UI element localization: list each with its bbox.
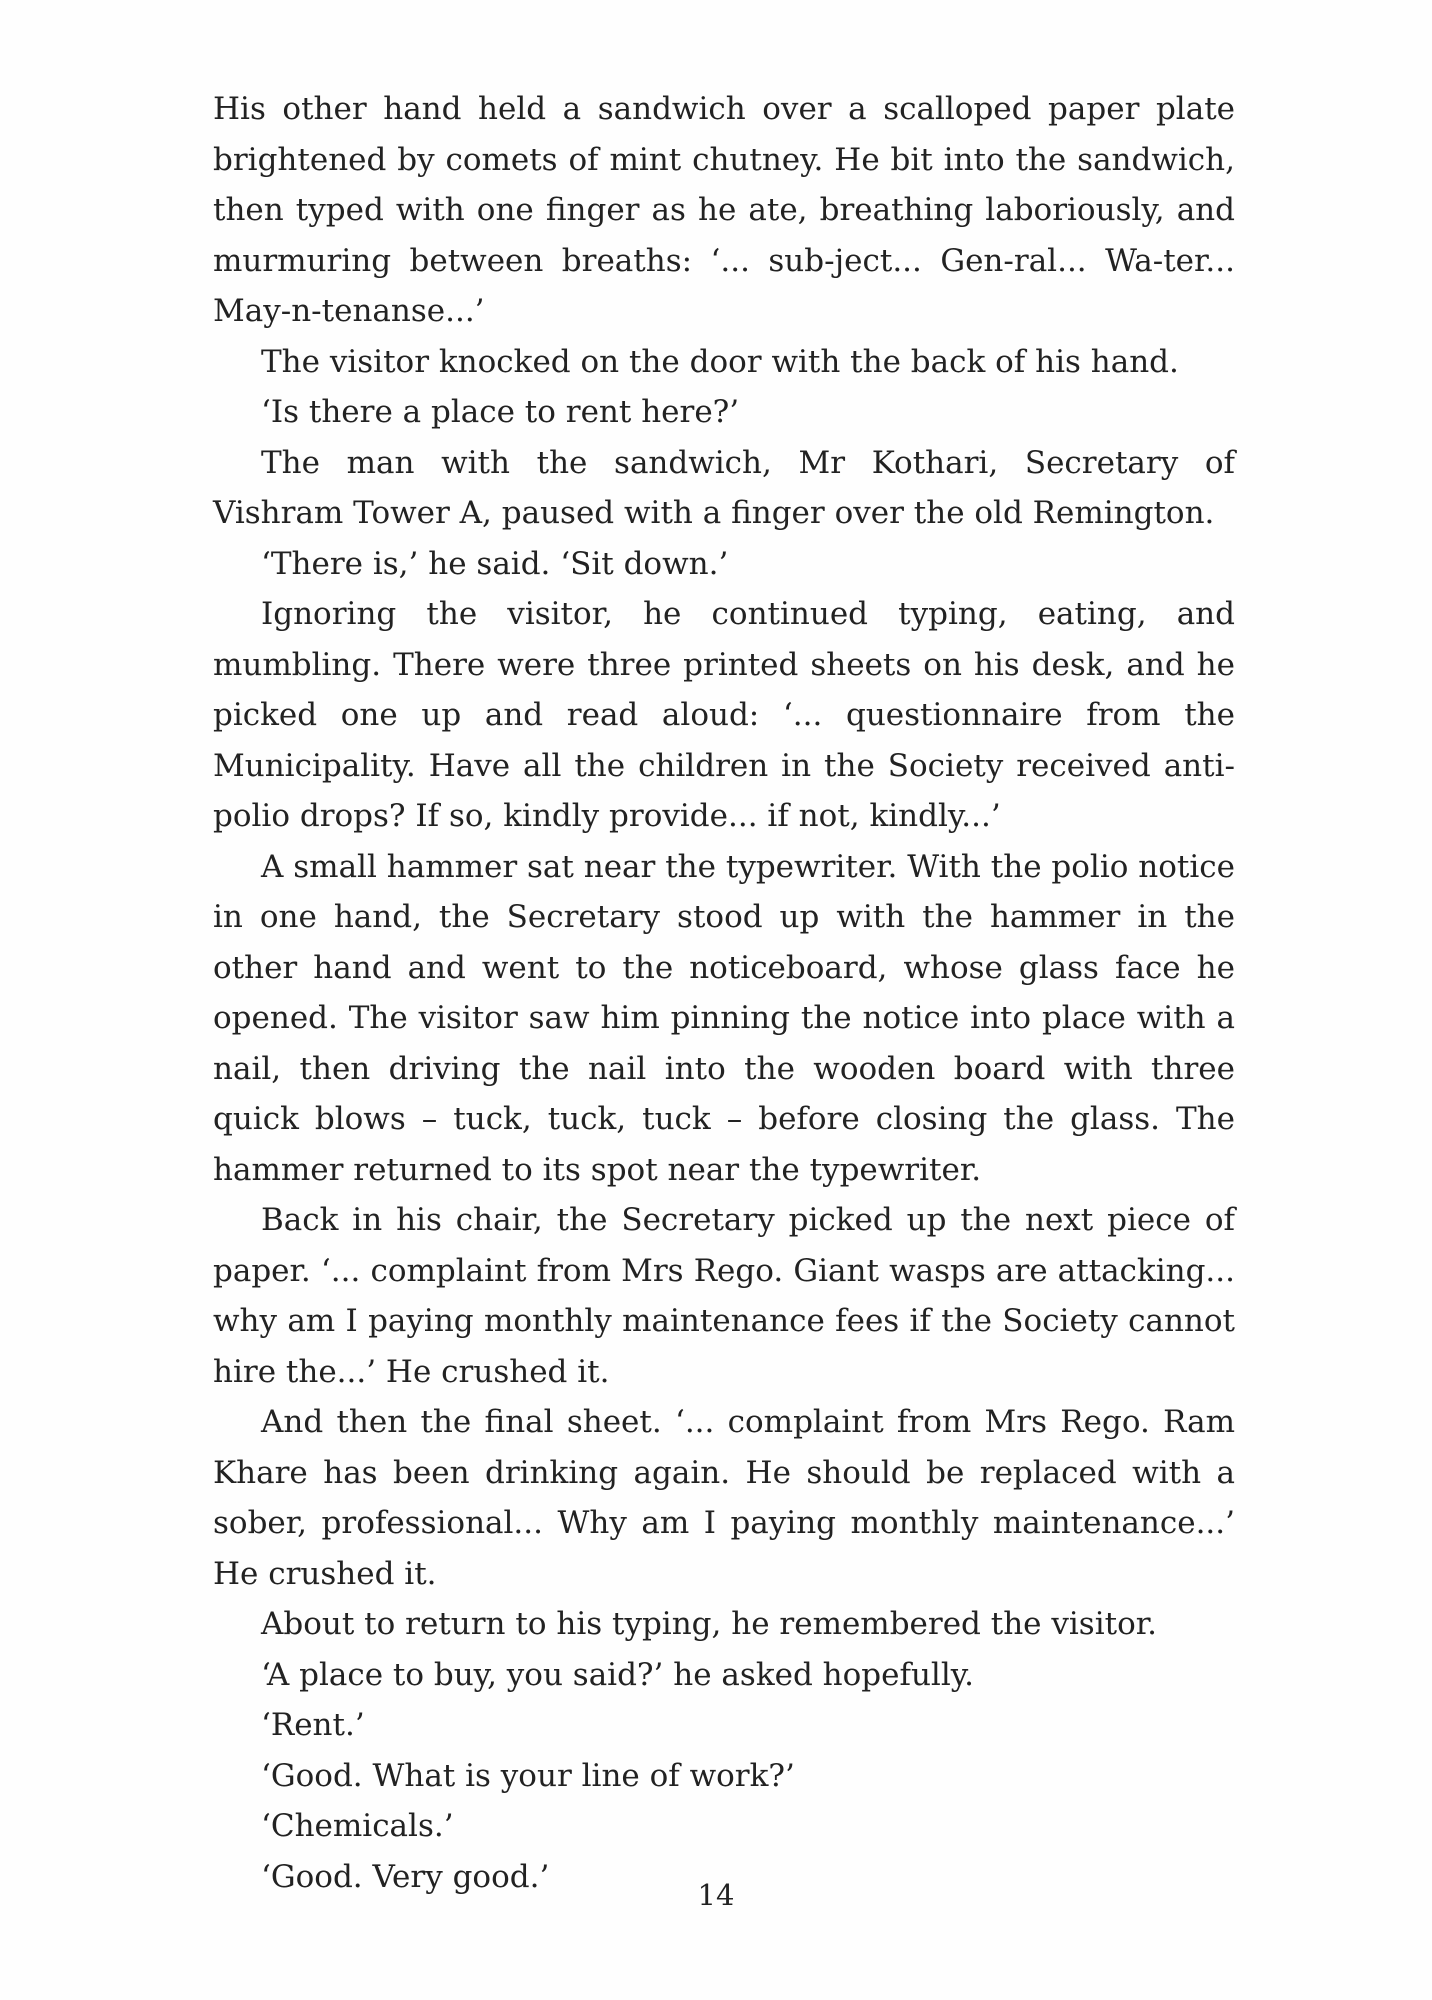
paragraph-2: The visitor knocked on the door with the back of his hand. xyxy=(261,343,1179,380)
page-number: 14 xyxy=(697,1878,735,1912)
paragraph-5: ‘There is,’ he said. ‘Sit down.’ xyxy=(261,545,729,582)
paragraph-12: ‘Rent.’ xyxy=(261,1707,365,1743)
paragraph-11: ‘A place to buy, you said?’ he asked hopefully. xyxy=(261,1656,974,1693)
paragraph-9: And then the final sheet. ‘... complaint from Mrs Rego. Ram Khare has been drinking again. He should be replaced with a sober, professional... Why am I paying monthly maintenance...’ He crushed it. xyxy=(213,1404,1235,1592)
paragraph-8: Back in his chair, the Secretary picked up the next piece of paper. ‘... complaint from Mrs Rego. Giant wasps are attacking... why am I paying monthly maintenance fees if the Society cannot hire the...’ He crushed it. xyxy=(213,1202,1235,1390)
paragraph-13: ‘Good. What is your line of work?’ xyxy=(261,1757,795,1794)
paragraph-4: The man with the sandwich, Mr Kothari, Secretary of Vishram Tower A, paused with a finger over the old Remington. xyxy=(213,444,1235,531)
paragraph-7: A small hammer sat near the typewriter. With the polio notice in one hand, the Secretary stood up with the hammer in the other hand and went to the noticeboard, whose glass face he opened. The visitor saw him pinning the notice into place with a nail, then driving the nail into the wooden board with three quick blows – tuck, tuck, tuck – before closing the glass. The hammer returned to its spot near the typewriter. xyxy=(213,848,1235,1188)
paragraph-14: ‘Chemicals.’ xyxy=(261,1808,454,1844)
paragraph-1: His other hand held a sandwich over a scalloped paper plate brightened by comets of mint chutney. He bit into the sandwich, then typed with one finger as he ate, breathing laboriously, and murmuring between breaths: ‘... sub-ject... Gen-ral... Wa-ter... May-n-tenanse...’ xyxy=(213,91,1235,329)
paragraph-15: ‘Good. Very good.’ xyxy=(261,1858,550,1895)
body-text xyxy=(213,84,1235,1902)
paragraph-6: Ignoring the visitor, he continued typing, eating, and mumbling. There were three printed sheets on his desk, and he picked one up and read aloud: ‘... questionnaire from the Municipality. Have all the children in the Society received anti-polio drops? If so, kindly provide... if not, kindly...’ xyxy=(213,596,1235,834)
paragraph-10: About to return to his typing, he remembered the visitor. xyxy=(261,1606,1158,1642)
paragraph-3: ‘Is there a place to rent here?’ xyxy=(261,394,740,430)
